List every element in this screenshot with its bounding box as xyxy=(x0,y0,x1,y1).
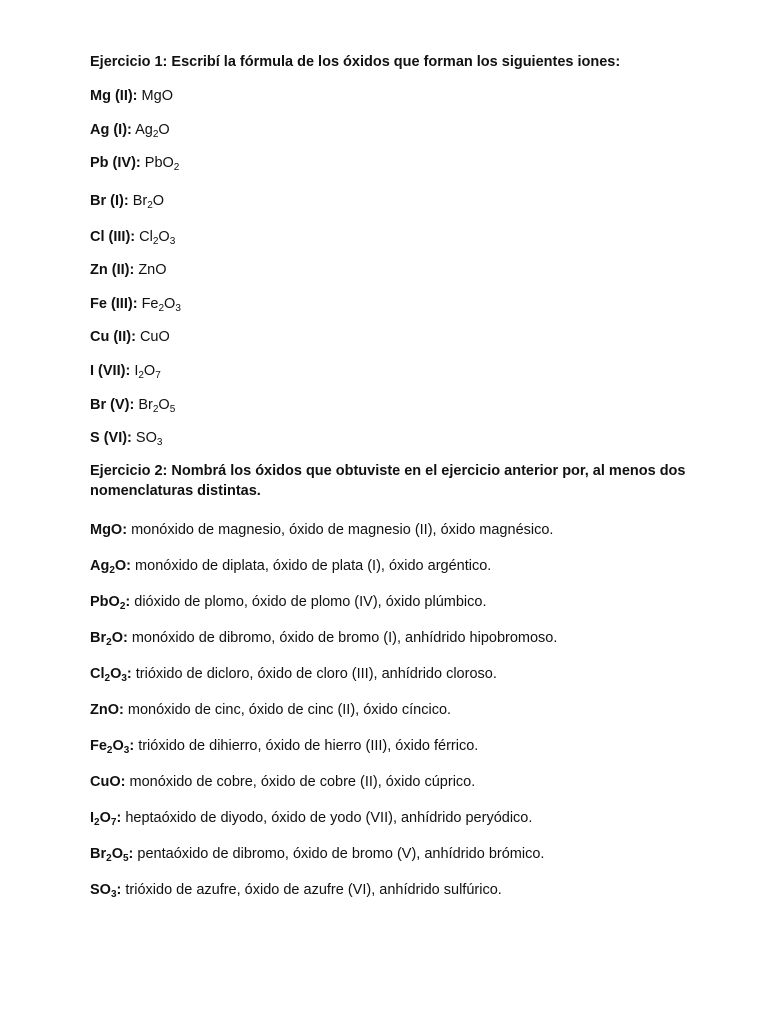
exercise-1-heading: Ejercicio 1: Escribí la fórmula de los óxidos que forman los siguientes iones: xyxy=(90,54,621,70)
oxide-name-item-br2o5 xyxy=(90,844,708,864)
oxide-names: trióxido de dihierro, óxido de hierro (III), óxido férrico. xyxy=(138,738,479,754)
ion-label: Fe (III): xyxy=(90,296,138,312)
oxide-formula-label: $I_2O_7$: xyxy=(90,810,122,828)
oxide-formula: MgO xyxy=(141,88,173,104)
oxide-formula: ZnO xyxy=(138,262,167,278)
ion-label: Cl (III): xyxy=(90,229,136,245)
oxide-names: dióxido de plomo, óxido de plomo (IV), óxido plúmbico. xyxy=(134,594,487,610)
oxide-names: trióxido de azufre, óxido de azufre (VI), anhídrido sulfúrico. xyxy=(125,882,502,898)
oxide-name-item-cl2o3 xyxy=(90,664,708,684)
oxide-name-item-br2o xyxy=(90,628,708,648)
oxide-formula: $I_2O_7$ xyxy=(134,363,161,381)
ion-item-br-v xyxy=(90,395,708,415)
oxide-formula: $Cl_2O_3$ xyxy=(139,229,176,247)
oxide-names: monóxido de dibromo, óxido de bromo (I), anhídrido hipobromoso. xyxy=(131,630,558,646)
oxide-formula-label: $Br_2O$: xyxy=(90,630,128,648)
oxide-formula-label: $Cl_2O_3$: xyxy=(90,666,132,684)
ion-item-cu xyxy=(90,327,708,347)
oxide-name-item-so3 xyxy=(90,880,708,900)
ion-item-s xyxy=(90,428,708,448)
oxide-names: monóxido de magnesio, óxido de magnesio (II), óxido magnésico. xyxy=(131,522,554,538)
oxide-names: monóxido de cobre, óxido de cobre (II), óxido cúprico. xyxy=(129,774,476,790)
ion-item-pb xyxy=(90,153,708,173)
oxide-formula-label: $Ag_2O$: xyxy=(90,558,132,576)
ion-item-cl xyxy=(90,227,708,247)
ion-label: S (VI): xyxy=(90,430,132,446)
oxide-name-item-zno xyxy=(90,700,708,720)
ion-item-i xyxy=(90,361,708,381)
oxide-formula-label: ZnO: xyxy=(90,702,124,718)
oxide-names: monóxido de cinc, óxido de cinc (II), óxido cíncico. xyxy=(127,702,452,718)
ion-item-fe xyxy=(90,294,708,314)
oxide-formula-label: $Br_2O_5$: xyxy=(90,846,134,864)
oxide-formula-label: $SO_3$: xyxy=(90,882,122,900)
oxide-name-item-ag2o xyxy=(90,556,708,576)
oxide-formula-label: MgO: xyxy=(90,522,128,538)
oxide-formula: PbO$_2$ xyxy=(144,155,180,173)
oxide-formula-label: CuO: xyxy=(90,774,126,790)
ion-item-zn xyxy=(90,260,708,280)
ion-label: Mg (II): xyxy=(90,88,138,104)
exercise-2-heading: Ejercicio 2: Nombrá los óxidos que obtuviste en el ejercicio anterior por, al menos dos nomenclaturas distintas. xyxy=(90,463,686,499)
ion-item-mg xyxy=(90,86,708,106)
ion-item-ag xyxy=(90,120,708,140)
oxide-name-item-mgo xyxy=(90,520,708,540)
oxide-name-item-fe2o3 xyxy=(90,736,708,756)
oxide-formula: $Fe_2O_3$ xyxy=(141,296,181,314)
oxide-name-item-pbo2 xyxy=(90,592,708,612)
ion-label: Zn (II): xyxy=(90,262,135,278)
ion-label: Pb (IV): xyxy=(90,155,141,171)
oxide-names: trióxido de dicloro, óxido de cloro (III), anhídrido cloroso. xyxy=(135,666,497,682)
oxide-formula: $Ag_2O$ xyxy=(135,122,170,140)
oxide-formula: $SO_3$ xyxy=(135,430,163,448)
oxide-names: pentaóxido de dibromo, óxido de bromo (V), anhídrido brómico. xyxy=(137,846,545,862)
oxide-formula: $Br_2O_5$ xyxy=(138,397,176,415)
oxide-formula: $Br_2O$ xyxy=(132,193,165,211)
ion-label: Cu (II): xyxy=(90,329,136,345)
oxide-name-item-i2o7 xyxy=(90,808,708,828)
ion-label: Br (V): xyxy=(90,397,135,413)
oxide-formula: CuO xyxy=(139,329,170,345)
oxide-name-item-cuo xyxy=(90,772,708,792)
ion-label: I (VII): xyxy=(90,363,131,379)
oxide-names: heptaóxido de diyodo, óxido de yodo (VII), anhídrido peryódico. xyxy=(125,810,533,826)
oxide-names: monóxido de diplata, óxido de plata (I), óxido argéntico. xyxy=(135,558,492,574)
oxide-formula-label: PbO$_2$: xyxy=(90,594,131,612)
ion-label: Br (I): xyxy=(90,193,129,209)
ion-label: Ag (I): xyxy=(90,122,132,138)
oxide-formula-label: $Fe_2O_3$: xyxy=(90,738,135,756)
ion-item-br-i xyxy=(90,191,708,211)
